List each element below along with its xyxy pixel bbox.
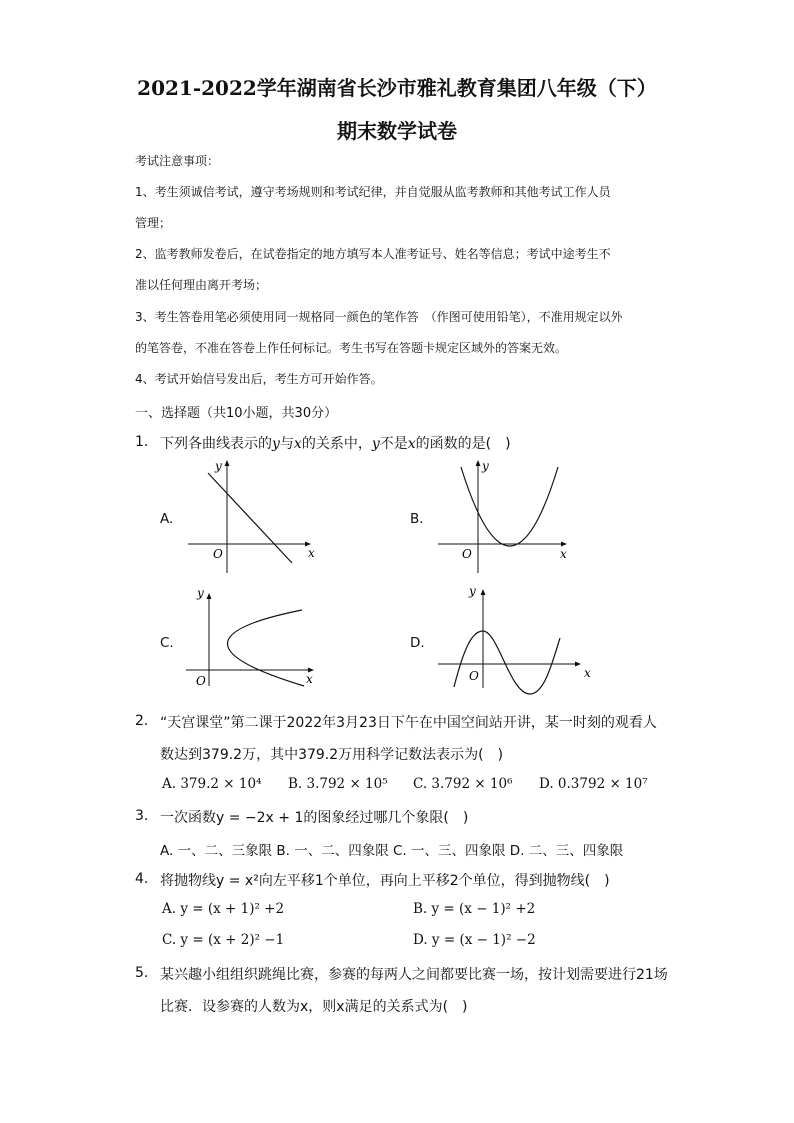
note-4: 4、考试开始信号发出后，考生方可开始作答。 xyxy=(135,372,383,386)
q4-number: 4. xyxy=(135,871,149,887)
y-axis-arrow xyxy=(481,589,486,595)
q1-number: 1. xyxy=(135,434,149,450)
note-3: 3、考生答卷用笔必须使用同一规格同一颜色的笔作答 （作图可使用铅笔），不准用规定以外 xyxy=(135,310,623,324)
q2-option-d: D. 0.3792 × 10⁷ xyxy=(539,776,648,792)
y-axis-label: y xyxy=(197,586,204,600)
q1-graph-a xyxy=(180,455,320,580)
q1-option-c-label: C. xyxy=(160,635,174,651)
q1-graph-c xyxy=(180,582,320,692)
q4-stem: 将抛物线y = x²向左平移1个单位，再向上平移2个单位，得到抛物线( ) xyxy=(160,873,610,889)
x-axis-label: x xyxy=(306,672,313,686)
note-1-cont: 管理； xyxy=(135,216,172,230)
q4-option-c: C. y = (x + 2)² −1 xyxy=(162,932,285,948)
q4-option-d: D. y = (x − 1)² −2 xyxy=(413,932,536,948)
y-axis-arrow xyxy=(476,460,481,466)
graph-c-curve xyxy=(227,610,304,686)
x-axis-label: x xyxy=(560,547,567,561)
page-subtitle: 期末数学试卷 xyxy=(337,119,457,143)
graph-d-wave xyxy=(454,631,560,694)
y-axis-arrow xyxy=(225,460,230,466)
q3-options: A. 一、二、三象限 B. 一、二、四象限 C. 一、三、四象限 D. 二、三、四象限 xyxy=(160,843,624,859)
q5-stem-line1: 某兴趣小组组织跳绳比赛，参赛的每两人之间都要比赛一场，按计划需要进行21场 xyxy=(160,967,668,983)
note-1: 1、考生须诚信考试，遵守考场规则和考试纪律，并自觉服从监考教师和其他考试工作人员 xyxy=(135,185,611,199)
note-2-cont: 准以任何理由离开考场； xyxy=(135,278,268,292)
x-axis-label: x xyxy=(308,546,315,560)
q2-stem-line2: 数达到379.2万，其中379.2万用科学记数法表示为( ) xyxy=(160,747,504,763)
q2-stem-line1: “天宫课堂”第二课于2022年3月23日下午在中国空间站开讲，某一时刻的观看人 xyxy=(160,715,657,731)
q1-graph-b xyxy=(432,455,572,580)
page-title: 2021-2022学年湖南省长沙市雅礼教育集团八年级（下） xyxy=(137,76,657,100)
q3-number: 3. xyxy=(135,808,149,824)
q2-option-a: A. 379.2 × 10⁴ xyxy=(162,776,262,792)
origin-label: O xyxy=(213,547,223,561)
q5-number: 5. xyxy=(135,965,149,981)
q2-option-b: B. 3.792 × 10⁵ xyxy=(288,776,388,792)
y-axis-arrow xyxy=(207,593,212,599)
origin-label: O xyxy=(469,669,479,683)
q4-option-b: B. y = (x − 1)² +2 xyxy=(413,901,536,917)
origin-label: O xyxy=(196,674,206,688)
q2-option-c: C. 3.792 × 10⁶ xyxy=(413,776,513,792)
q1-option-a-label: A. xyxy=(160,511,174,527)
notes-heading: 考试注意事项： xyxy=(135,154,220,168)
y-axis-label: y xyxy=(215,459,222,473)
q1-option-d-label: D. xyxy=(410,635,425,651)
q1-stem: 下列各曲线表示的y与x的关系中，y不是x的函数的是( ) xyxy=(160,436,511,452)
x-axis-arrow xyxy=(561,542,567,547)
y-axis-label: y xyxy=(469,584,476,598)
origin-label: O xyxy=(462,547,472,561)
note-2: 2、监考教师发卷后，在试卷指定的地方填写本人准考证号、姓名等信息；考试中途考生不 xyxy=(135,247,611,261)
section-heading: 一、选择题（共10小题，共30分） xyxy=(135,406,338,421)
note-3-cont: 的笔答卷，不准在答卷上作任何标记。考生书写在答题卡规定区域外的答案无效。 xyxy=(135,341,568,355)
q4-option-a: A. y = (x + 1)² +2 xyxy=(162,901,285,917)
q5-stem-line2: 比赛．设参赛的人数为x，则x满足的关系式为( ) xyxy=(160,999,468,1015)
q1-option-b-label: B. xyxy=(410,511,424,527)
x-axis-label: x xyxy=(584,666,591,680)
x-axis-arrow xyxy=(575,662,581,667)
graph-b-parabola xyxy=(461,467,558,546)
q2-number: 2. xyxy=(135,713,149,729)
y-axis-label: y xyxy=(482,459,489,473)
q1-graph-d xyxy=(432,578,597,698)
q3-stem: 一次函数y = −2x + 1的图象经过哪几个象限( ) xyxy=(160,810,469,826)
